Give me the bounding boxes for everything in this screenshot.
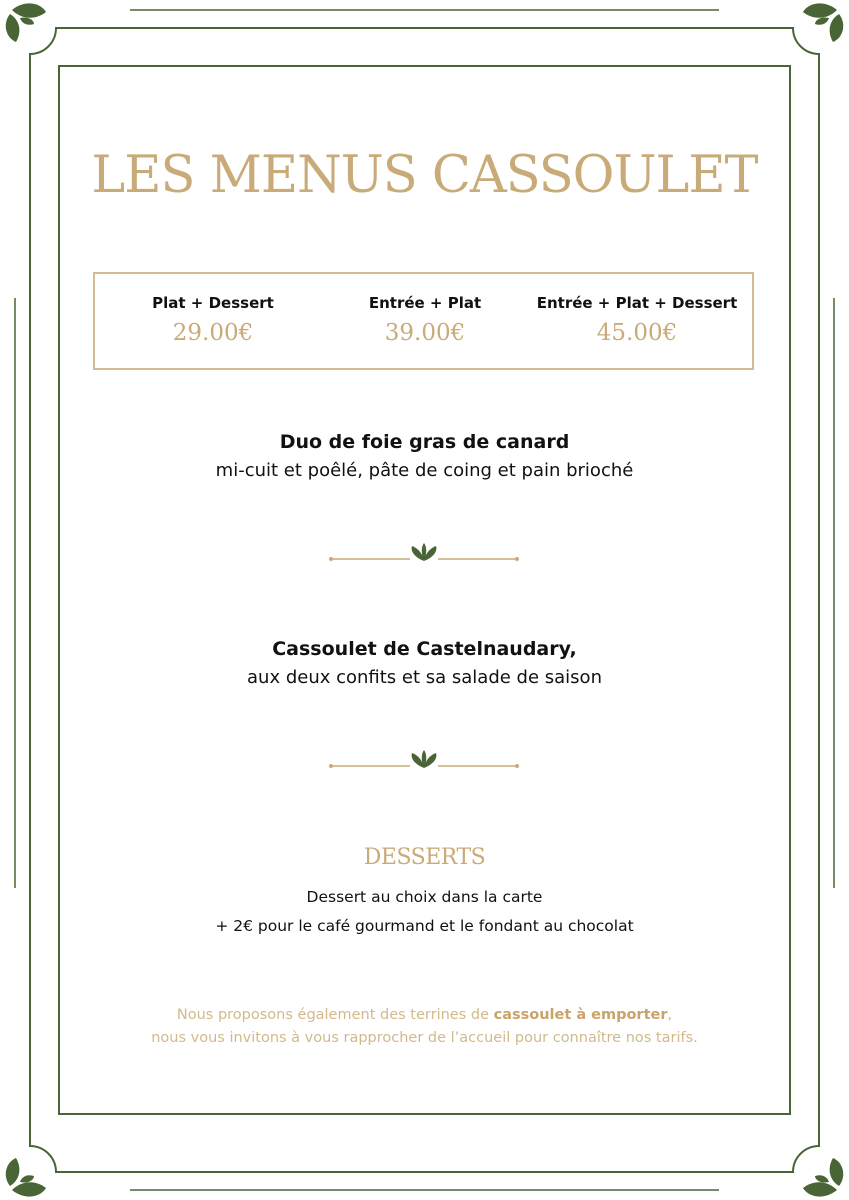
formula-price-box (93, 272, 754, 370)
formula-price: 29.00€ (172, 320, 254, 346)
takeaway-note-text: Nous proposons également des terrines de (176, 1007, 494, 1023)
takeaway-note (0, 1007, 849, 1023)
dessert-supplement: + 2€ pour le café gourmand et le fondant au chocolat (215, 917, 634, 935)
course-description: mi-cuit et poêlé, pâte de coing et pain brioché (215, 460, 634, 481)
formula-entree-plat (315, 294, 535, 346)
formula-plat-dessert (103, 294, 323, 346)
formula-price: 45.00€ (596, 320, 678, 346)
contact-note: nous vous invitons à vous rapprocher de l’accueil pour connaître nos tarifs. (151, 1030, 698, 1046)
leaf-divider-icon (328, 749, 520, 769)
formula-label: Entrée + Plat (368, 294, 482, 312)
formula-entree-plat-dessert (527, 294, 747, 346)
leaf-divider-icon (328, 542, 520, 562)
takeaway-highlight: cassoulet à emporter (493, 1007, 668, 1023)
menu-title: LES MENUS CASSOULET (91, 146, 758, 205)
course-description: aux deux confits et sa salade de saison (247, 667, 602, 688)
course-entree (0, 431, 849, 481)
course-name: Duo de foie gras de canard (279, 431, 570, 453)
formula-label: Plat + Dessert (152, 294, 274, 312)
dessert-choice: Dessert au choix dans la carte (306, 888, 543, 906)
course-plat (0, 638, 849, 688)
formula-label: Entrée + Plat + Dessert (536, 294, 738, 312)
course-name: Cassoulet de Castelnaudary, (272, 638, 577, 660)
formula-price: 39.00€ (384, 320, 466, 346)
desserts-heading: DESSERTS (363, 845, 486, 870)
takeaway-note-end: , (667, 1007, 673, 1023)
